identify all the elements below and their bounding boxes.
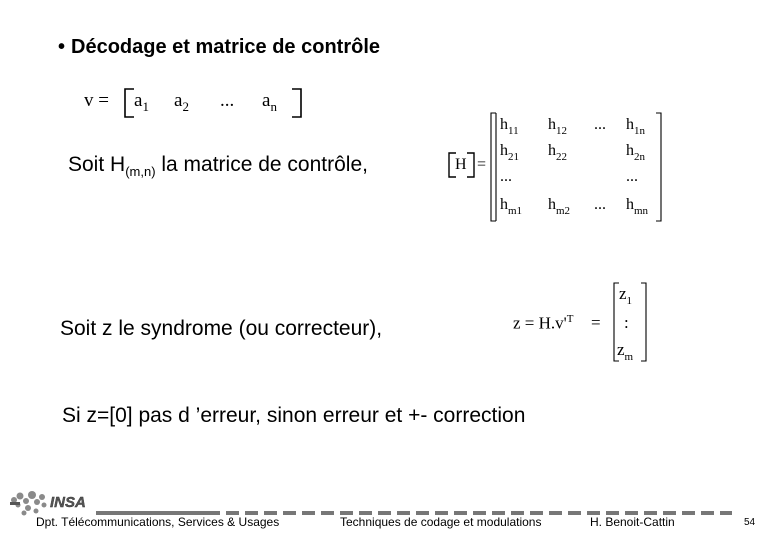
footer-department: Dpt. Télécommunications, Services & Usages (36, 515, 280, 529)
h-right-bracket (465, 152, 477, 178)
z-last: $z_m$ (617, 340, 634, 363)
page-number: 54 (744, 517, 756, 528)
matrix-cell: $h_{m1}$ (500, 196, 523, 217)
title-text: Décodage et matrice de contrôle (71, 36, 380, 58)
right-bracket (290, 88, 304, 118)
matrix-cell: ... (500, 168, 512, 185)
syndrome-equation (513, 280, 673, 364)
footer-author: H. Benoit-Cattin (590, 515, 675, 529)
matrix-h-intro: Soit $H_{(m,n)}$ la matrice de contrôle, (68, 153, 368, 179)
syndrome-intro: Soit z le syndrome (ou correcteur), (60, 317, 383, 340)
matrix-cell: ... (626, 168, 638, 185)
slide-title (58, 36, 380, 59)
matrix-cell: $h_{21}$ (500, 142, 519, 163)
v-element-2: $a_2$ (174, 90, 189, 114)
v-element-n: $a_n$ (262, 90, 277, 114)
bullet: • (58, 36, 66, 58)
z-colon: : (624, 313, 629, 332)
z-first: $z_1$ (619, 284, 633, 307)
matrix-cell: $h_{2n}$ (626, 142, 645, 163)
parity-check-matrix (446, 108, 676, 224)
matrix-right-bracket (654, 112, 666, 222)
h-symbol: H (455, 156, 467, 173)
matrix-cell: $h_{1n}$ (626, 116, 645, 137)
footer-course: Techniques de codage et modulations (340, 515, 542, 529)
v-ellipsis: ... (220, 90, 235, 111)
z-right-bracket (639, 282, 649, 362)
matrix-cell: $h_{11}$ (500, 116, 519, 137)
syndrome-equals: = (591, 313, 601, 332)
vector-v-equation (84, 88, 314, 122)
svg-text:INSA: INSA (50, 494, 86, 511)
matrix-cell: $h_{22}$ (548, 142, 567, 163)
matrix-cell: $h_{12}$ (548, 116, 567, 137)
matrix-left-bracket (486, 112, 498, 222)
matrix-cell: ... (594, 116, 606, 133)
condition-line: Si z=[0] pas d ’erreur, sinon erreur et +- correction (62, 404, 526, 427)
v-element-1: $a_1$ (134, 90, 149, 114)
matrix-cell: $h_{mn}$ (626, 196, 649, 217)
v-lhs: v = (84, 90, 109, 111)
matrix-cell: $h_{m2}$ (548, 196, 571, 217)
syndrome-lhs: $z = H.v'^T$ (513, 313, 574, 333)
h-equals: = (477, 156, 487, 173)
matrix-cell: ... (594, 196, 606, 213)
footer-bar (96, 502, 732, 506)
